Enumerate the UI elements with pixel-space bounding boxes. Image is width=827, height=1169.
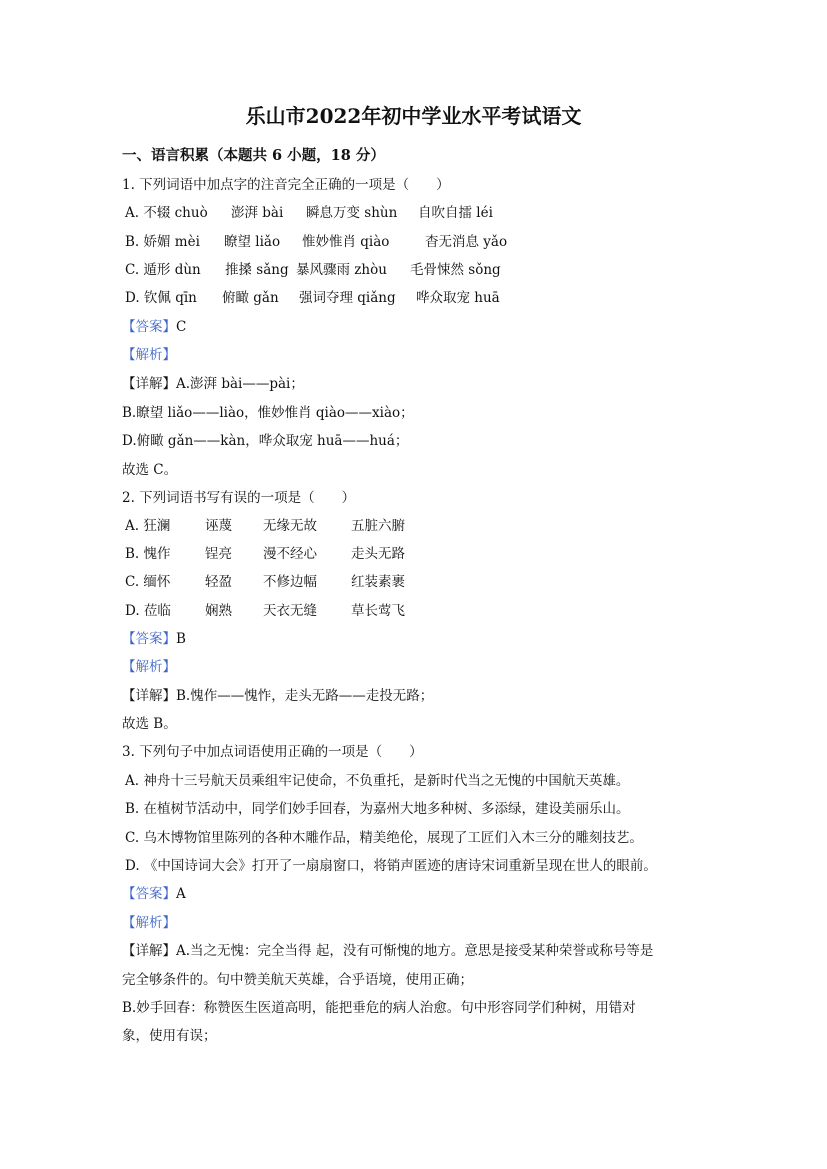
q2-option-b-1: B. 愧作 xyxy=(125,546,171,562)
answer-tag: 【答案】 xyxy=(122,319,176,335)
q2-option-d-2: 娴熟 xyxy=(205,603,232,619)
q2-option-b-4: 走头无路 xyxy=(351,546,405,562)
q3-detail-line: 象，使用有误； xyxy=(122,1028,217,1044)
q1-option-b-2: 瞭望 liǎo xyxy=(224,234,281,250)
q2-detail-line: 故选 B。 xyxy=(122,716,177,732)
q1-option-d-1: D. 钦佩 qīn xyxy=(125,290,197,306)
q2-answer: B xyxy=(176,631,186,647)
q3-detail-line: 完全够条件的。句中赞美航天英雄，合乎语境，使用正确； xyxy=(122,972,473,988)
q1-option-a-3: 瞬息万变 shùn xyxy=(306,205,398,221)
q1-answer-line xyxy=(122,317,186,337)
section-heading: 一、语言积累（本题共 6 小题，18 分） xyxy=(122,147,385,164)
q1-option-d-2: 俯瞰 gǎn xyxy=(222,290,279,306)
answer-tag: 【答案】 xyxy=(122,886,176,902)
q3-answer-line xyxy=(122,884,186,904)
q3-option-a: A. 神舟十三号航天员乘组牢记使命，不负重托，是新时代当之无愧的中国航天英雄。 xyxy=(125,773,630,789)
q2-option-c-2: 轻盈 xyxy=(205,574,232,590)
q1-detail-line: D.俯瞰 gǎn——kàn，哗众取宠 huā——huá； xyxy=(122,433,409,449)
q1-analysis-tag: 【解析】 xyxy=(122,347,176,363)
q1-option-d-3: 强词夺理 qiǎng xyxy=(299,290,396,306)
q1-option-b-4: 杳无消息 yǎo xyxy=(425,234,508,250)
q3-detail-line: 【详解】A.当之无愧：完全当得 起，没有可惭愧的地方。意思是接受某种荣誉或称号等是 xyxy=(122,943,654,959)
q3-option-c: C. 乌木博物馆里陈列的各种木雕作品，精美绝伦，展现了工匠们入木三分的雕刻技艺。 xyxy=(125,830,643,846)
question-1-stem: 1. 下列词语中加点字的注音完全正确的一项是（ ） xyxy=(122,177,450,193)
q2-option-c-4: 红装素裹 xyxy=(351,574,405,590)
q2-option-d-3: 天衣无缝 xyxy=(263,603,317,619)
q1-option-a-1: A. 不辍 chuò xyxy=(125,205,208,221)
q1-option-c-4: 毛骨悚然 sǒng xyxy=(410,262,501,278)
q2-option-a-2: 诬蔑 xyxy=(205,518,232,534)
q1-detail-line: B.瞭望 liǎo——liào，惟妙惟肖 qiào——xiào； xyxy=(122,405,414,421)
q2-option-a-1: A. 狂澜 xyxy=(125,518,171,534)
q1-option-b-1: B. 娇媚 mèi xyxy=(125,234,200,250)
question-2-stem: 2. 下列词语书写有误的一项是（ ） xyxy=(122,490,356,506)
q3-option-b: B. 在植树节活动中，同学们妙手回春，为嘉州大地多种树、多添绿，建设美丽乐山。 xyxy=(125,801,630,817)
q1-option-b-3: 惟妙惟肖 qiào xyxy=(302,234,390,250)
q2-option-a-4: 五脏六腑 xyxy=(351,518,405,534)
q2-option-d-4: 草长莺飞 xyxy=(351,603,405,619)
q2-option-d-1: D. 莅临 xyxy=(125,603,171,619)
q1-answer: C xyxy=(176,319,187,335)
q2-detail-line: 【详解】B.愧作——愧怍，走头无路——走投无路； xyxy=(122,688,434,704)
question-3-stem: 3. 下列句子中加点词语使用正确的一项是（ ） xyxy=(122,744,423,760)
q2-option-c-3: 不修边幅 xyxy=(263,574,317,590)
q1-detail-line: 【详解】A.澎湃 bài——pài； xyxy=(122,376,304,392)
q1-detail-line: 故选 C。 xyxy=(122,462,178,478)
q1-option-c-2: 推搡 sǎng xyxy=(225,262,289,278)
q2-answer-line xyxy=(122,629,186,649)
q2-option-c-1: C. 缅怀 xyxy=(125,574,171,590)
q1-option-d-4: 哗众取宠 huā xyxy=(416,290,500,306)
q2-analysis-tag: 【解析】 xyxy=(122,659,176,675)
q3-answer: A xyxy=(176,886,186,902)
q2-option-a-3: 无缘无故 xyxy=(263,518,317,534)
q1-option-c-1: C. 遁形 dùn xyxy=(125,262,201,278)
q3-option-d: D. 《中国诗词大会》打开了一扇扇窗口，将销声匿迹的唐诗宋词重新呈现在世人的眼前。 xyxy=(125,858,657,874)
q3-detail-line: B.妙手回春：称赞医生医道高明，能把垂危的病人治愈。句中形容同学们种树，用错对 xyxy=(122,1000,636,1016)
q2-option-b-2: 锃亮 xyxy=(205,546,232,562)
q2-option-b-3: 漫不经心 xyxy=(263,546,317,562)
page-title: 乐山市2022年初中学业水平考试语文 xyxy=(245,104,582,128)
q1-option-a-2: 澎湃 bài xyxy=(231,205,284,221)
q1-option-c-3: 暴风骤雨 zhòu xyxy=(296,262,387,278)
answer-tag: 【答案】 xyxy=(122,631,176,647)
q3-analysis-tag: 【解析】 xyxy=(122,915,176,931)
q1-option-a-4: 自吹自擂 léi xyxy=(418,205,493,221)
